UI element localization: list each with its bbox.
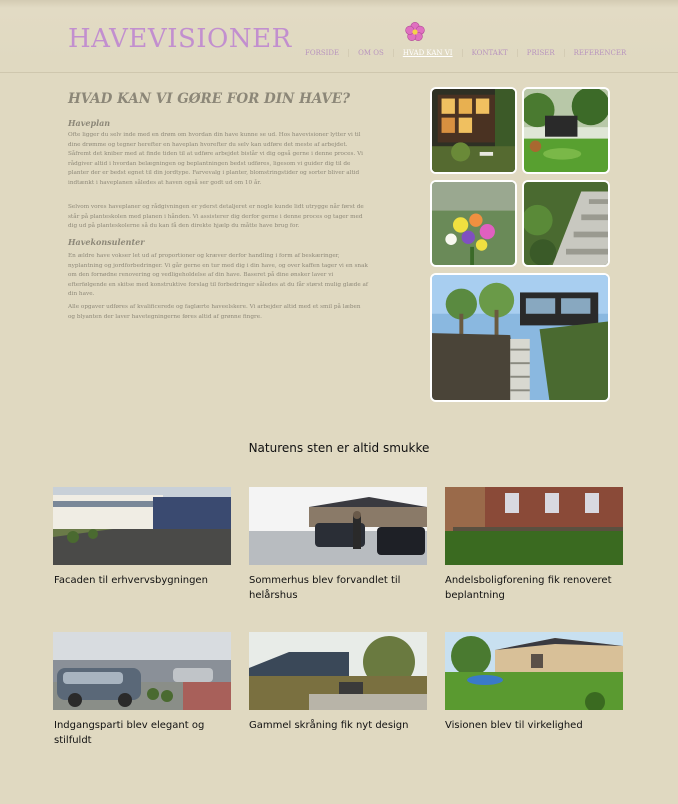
card-image-indgangsparti[interactable] [53, 632, 231, 710]
flower-icon [404, 21, 426, 43]
nav-hvad-kan-vi[interactable]: HVAD KAN VI [402, 49, 453, 57]
card-image-skraaning[interactable] [249, 632, 427, 710]
section-heading-haveplan: Haveplan [68, 118, 111, 128]
card-caption[interactable]: Visionen blev til virkelighed [445, 720, 583, 731]
card-caption[interactable]: Facaden til erhvervsbygningen [54, 575, 208, 586]
card-image-visionen[interactable] [445, 632, 623, 710]
nav-priser[interactable]: PRISER [526, 49, 555, 57]
card-caption[interactable]: Gammel skråning fik nyt design [249, 720, 409, 731]
photo-house-evening[interactable] [430, 87, 517, 174]
card-image-andelsbolig[interactable] [445, 487, 623, 565]
nav-kontakt[interactable]: KONTAKT [471, 49, 508, 57]
section-heading-havekonsulenter: Havekonsulenter [68, 237, 145, 247]
photo-garden-lawn[interactable] [522, 87, 610, 174]
photo-modern-house[interactable] [430, 273, 610, 402]
haveplan-paragraph-2: Selvom vores haveplaner og rådgivningen er yderst detaljeret er nogle kunde lidt utrygge når først de står på planteskolen med planen i hånden. Vi assisterer dig derfor gerne i denne proces og tager med dig ud på planteskolerne så du kan få den direkte hjælp du måtte have brug for. [68, 204, 364, 229]
card-caption[interactable]: Sommerhus blev forvandlet til helårshus [249, 575, 401, 601]
haveplan-paragraph-1: Ofte ligger du selv inde med en drøm om hvordan din have kunne se ud. Hos havevisioner lytter vi til dine drømme og tegner herefter en haveplan hvorefter du selv kan udføre det meste af arbejdet. Såfremt det kniber med at finde tiden til at udføre arbejdet bistår vi dig også gerne i denne proces. Vi rådgiver altid i hvordan belægningen og beplantningen bedst udføres, ligesom vi guider dig til de planter der er bedst egnet til din jordtype. Farvevalg i planter, blomstringstider og sorter bliver altid indtænkt i haveplanen således at haven også ser godt ud om 10 år. [68, 132, 363, 186]
photo-flower-bouquet[interactable] [430, 180, 517, 267]
site-logo[interactable]: HAVEVISIONER [68, 24, 292, 54]
page-title: HVAD KAN VI GØRE FOR DIN HAVE? [68, 91, 350, 107]
havekonsulenter-paragraph-1: En ældre have vokser let ud af proportioner og kræver derfor handling i form af beskæringer, nyplantning og jordforbedringer. Vi går gerne en tur med dig i din have, og over kaffen tager vi en snak om den fornødne renovering og vedligeholdelse af din have. Baseret på dine ønsker laver vi efterfølgende en skitse med konstruktive forslag til forbedringer således at du får størst mulig glæde af din have. [68, 253, 368, 297]
photo-stone-steps[interactable] [522, 180, 610, 267]
nav-referencer[interactable]: REFERENCER [573, 49, 627, 57]
card-image-sommerhus[interactable] [249, 487, 427, 565]
nav-forside[interactable]: FORSIDE [305, 49, 340, 57]
main-nav [296, 47, 635, 59]
card-caption[interactable]: Indgangsparti blev elegant og stilfuldt [54, 720, 205, 746]
havekonsulenter-paragraph-2: Alle opgaver udføres af kvalificerede og faglærte haveelskere. Vi arbejder altid med et smil på læben og blyanten der laver havetegningerne føres altid af grønne fingre. [68, 304, 361, 320]
nav-om-os[interactable]: OM OS [358, 49, 384, 57]
gallery-title: Naturens sten er altid smukke [248, 441, 430, 455]
card-image-erhvervsbygning[interactable] [53, 487, 231, 565]
card-caption[interactable]: Andelsboligforening fik renoveret beplantning [445, 575, 612, 601]
